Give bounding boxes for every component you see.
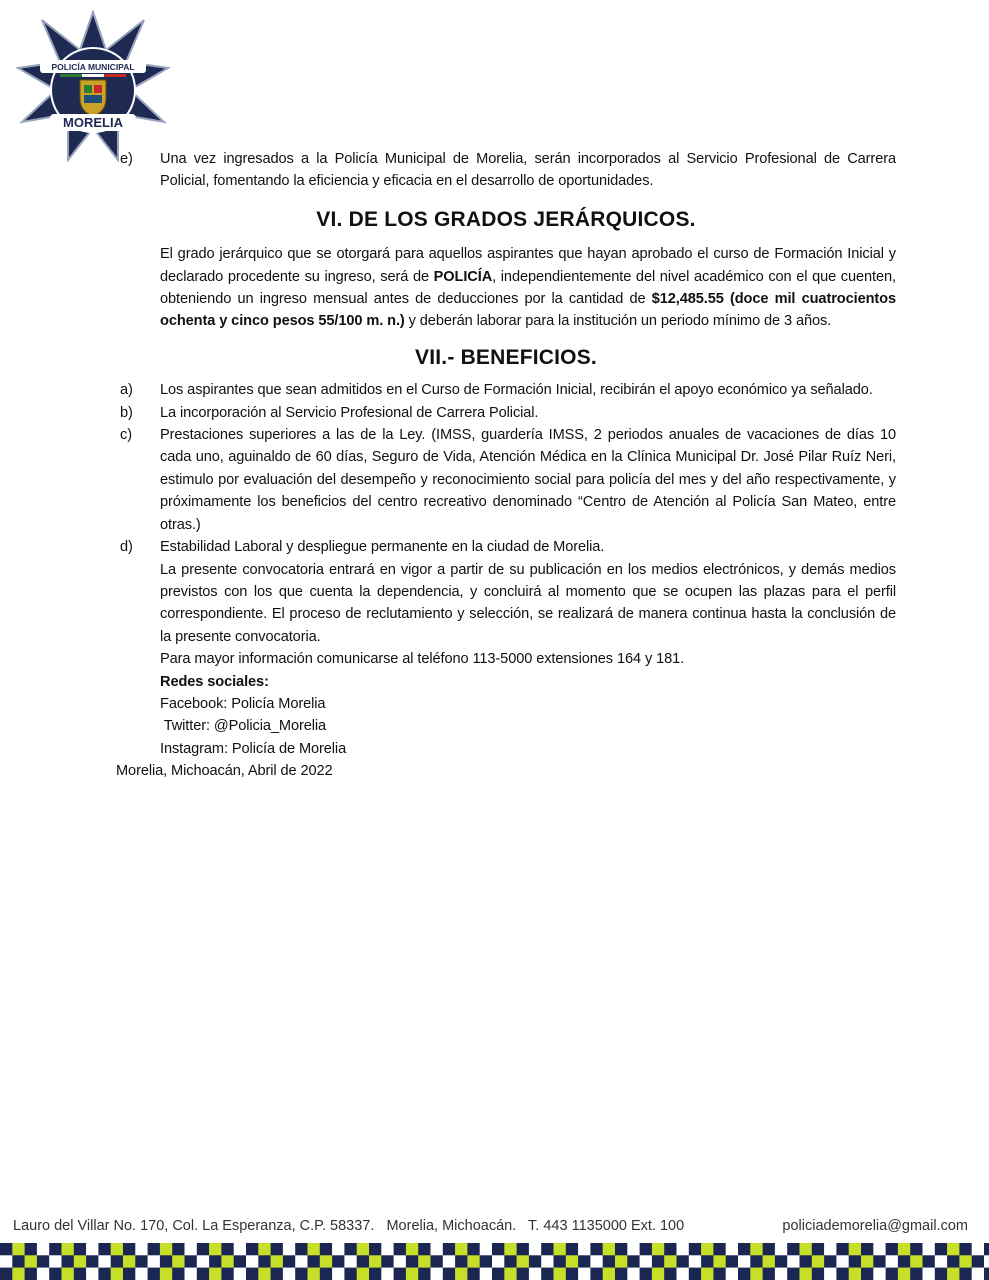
strip-cell bbox=[603, 1243, 616, 1256]
strip-cell bbox=[221, 1255, 234, 1268]
strip-cell bbox=[615, 1243, 628, 1256]
strip-cell bbox=[98, 1268, 111, 1280]
strip-cell bbox=[529, 1243, 542, 1256]
strip-cell bbox=[209, 1243, 222, 1256]
strip-cell bbox=[541, 1268, 554, 1280]
strip-cell bbox=[172, 1268, 185, 1280]
strip-cell bbox=[541, 1255, 554, 1268]
list-text: Los aspirantes que sean admitidos en el Curso de Formación Inicial, recibirán el apoyo económico ya señalado. bbox=[160, 382, 873, 399]
list-item bbox=[116, 379, 896, 401]
strip-cell bbox=[898, 1255, 911, 1268]
strip-cell bbox=[283, 1255, 296, 1268]
strip-cell bbox=[984, 1268, 989, 1280]
strip-cell bbox=[455, 1268, 468, 1280]
strip-cell bbox=[258, 1243, 271, 1256]
strip-cell bbox=[369, 1255, 382, 1268]
strip-cell bbox=[787, 1255, 800, 1268]
strip-cell bbox=[394, 1268, 407, 1280]
strip-cell bbox=[935, 1243, 948, 1256]
strip-cell bbox=[590, 1268, 603, 1280]
strip-cell bbox=[627, 1268, 640, 1280]
strip-cell bbox=[418, 1243, 431, 1256]
strip-cell bbox=[49, 1243, 62, 1256]
strip-cell bbox=[836, 1268, 849, 1280]
strip-cell bbox=[861, 1243, 874, 1256]
contact-info: Para mayor información comunicarse al teléfono 113-5000 extensiones 164 y 181. bbox=[160, 651, 685, 668]
strip-cell bbox=[701, 1268, 714, 1280]
strip-cell bbox=[910, 1268, 923, 1280]
strip-cell bbox=[209, 1255, 222, 1268]
strip-cell bbox=[295, 1255, 308, 1268]
strip-cell bbox=[959, 1243, 972, 1256]
strip-cell bbox=[578, 1268, 591, 1280]
rank-name: POLICÍA bbox=[433, 268, 493, 285]
footer bbox=[0, 1214, 989, 1244]
strip-cell bbox=[25, 1268, 38, 1280]
strip-cell bbox=[800, 1268, 813, 1280]
list-text: Una vez ingresados a la Policía Municipal de Morelia, serán incorporados al Servicio Profesional de Carrera Policial, fomentando la eficiencia y eficacia en el desarrollo de oportunidades. bbox=[160, 151, 896, 190]
strip-cell bbox=[504, 1268, 517, 1280]
strip-cell bbox=[86, 1255, 99, 1268]
strip-cell bbox=[861, 1255, 874, 1268]
strip-cell bbox=[738, 1255, 751, 1268]
strip-cell bbox=[750, 1243, 763, 1256]
strip-cell bbox=[763, 1243, 776, 1256]
strip-cell bbox=[86, 1243, 99, 1256]
strip-cell bbox=[123, 1243, 136, 1256]
strip-cell bbox=[959, 1255, 972, 1268]
section-vii-title: VII.- BENEFICIOS. bbox=[415, 345, 597, 369]
strip-cell bbox=[308, 1255, 321, 1268]
strip-cell bbox=[37, 1243, 50, 1256]
strip-cell bbox=[701, 1243, 714, 1256]
strip-cell bbox=[738, 1268, 751, 1280]
strip-cell bbox=[824, 1268, 837, 1280]
strip-cell bbox=[74, 1268, 87, 1280]
strip-cell bbox=[283, 1243, 296, 1256]
strip-cell bbox=[713, 1268, 726, 1280]
strip-cell bbox=[455, 1255, 468, 1268]
strip-cell bbox=[873, 1268, 886, 1280]
strip-cell bbox=[394, 1255, 407, 1268]
strip-cell bbox=[947, 1268, 960, 1280]
strip-cell bbox=[713, 1255, 726, 1268]
strip-cell bbox=[492, 1268, 505, 1280]
strip-cell bbox=[467, 1255, 480, 1268]
strip-cell bbox=[0, 1255, 13, 1268]
strip-cell bbox=[787, 1243, 800, 1256]
strip-cell bbox=[74, 1255, 87, 1268]
strip-cell bbox=[689, 1268, 702, 1280]
strip-cell bbox=[381, 1268, 394, 1280]
strip-cell bbox=[664, 1243, 677, 1256]
strip-cell bbox=[172, 1255, 185, 1268]
strip-cell bbox=[677, 1255, 690, 1268]
vigencia-paragraph: La presente convocatoria entrará en vigor a partir de su publicación en los medios electrónicos, y demás medios previstos con los que cuenta la dependencia, y concluirá al momento que se ocupen las plazas para el perfil correspondiente. El proceso de reclutamiento y selección, se realizará de manera continua hasta la conclusión de la presente convocatoria. bbox=[160, 561, 896, 645]
strip-cell bbox=[873, 1255, 886, 1268]
strip-cell bbox=[332, 1243, 345, 1256]
strip-cell bbox=[381, 1255, 394, 1268]
strip-cell bbox=[480, 1243, 493, 1256]
strip-cell bbox=[824, 1255, 837, 1268]
strip-cell bbox=[443, 1255, 456, 1268]
strip-cell bbox=[234, 1255, 247, 1268]
strip-cell bbox=[578, 1255, 591, 1268]
strip-cell bbox=[726, 1255, 739, 1268]
strip-cell bbox=[480, 1255, 493, 1268]
strip-cell bbox=[640, 1243, 653, 1256]
strip-cell bbox=[197, 1243, 210, 1256]
strip-cell bbox=[197, 1268, 210, 1280]
strip-cell bbox=[763, 1268, 776, 1280]
strip-cell bbox=[86, 1268, 99, 1280]
strip-cell bbox=[517, 1255, 530, 1268]
strip-cell bbox=[308, 1243, 321, 1256]
strip-cell bbox=[627, 1243, 640, 1256]
list-item bbox=[116, 536, 896, 558]
strip-cell bbox=[357, 1268, 370, 1280]
strip-cell bbox=[492, 1255, 505, 1268]
strip-cell bbox=[554, 1255, 567, 1268]
strip-cell bbox=[910, 1243, 923, 1256]
strip-cell bbox=[135, 1243, 148, 1256]
strip-cell bbox=[775, 1243, 788, 1256]
footer-email: policiademorelia@gmail.com bbox=[782, 1218, 968, 1234]
strip-cell bbox=[849, 1243, 862, 1256]
section-vi-title: VI. DE LOS GRADOS JERÁRQUICOS. bbox=[316, 207, 696, 231]
strip-cell bbox=[578, 1243, 591, 1256]
strip-cell bbox=[640, 1255, 653, 1268]
strip-cell bbox=[849, 1268, 862, 1280]
twitter-handle: Twitter: @Policia_Morelia bbox=[160, 718, 327, 735]
strip-cell bbox=[431, 1243, 444, 1256]
strip-cell bbox=[812, 1255, 825, 1268]
strip-cell bbox=[135, 1268, 148, 1280]
strip-cell bbox=[935, 1255, 948, 1268]
strip-cell bbox=[320, 1243, 333, 1256]
strip-cell bbox=[111, 1243, 124, 1256]
strip-cell bbox=[258, 1268, 271, 1280]
strip-cell bbox=[98, 1243, 111, 1256]
section-vi-paragraph: El grado jerárquico que se otorgará para aquellos aspirantes que hayan aprobado el curso de Formación Inicial y declarado procedente su ingreso, será de POLICÍA, independientemente del nivel académico con el que cuenten, obteniendo un ingreso mensual antes de deducciones por la cantidad de $12,485.55 (doce mil cuatrocientos ochenta y cinco pesos 55/100 m. n.) y deberán laborar para la institución un periodo mínimo de 3 años. bbox=[160, 246, 896, 330]
strip-cell bbox=[418, 1268, 431, 1280]
document-body bbox=[116, 148, 896, 783]
strip-cell bbox=[443, 1268, 456, 1280]
strip-cell bbox=[12, 1243, 25, 1256]
list-item bbox=[116, 402, 896, 424]
strip-cell bbox=[160, 1243, 173, 1256]
strip-cell bbox=[984, 1255, 989, 1268]
strip-cell bbox=[566, 1243, 579, 1256]
strip-cell bbox=[504, 1255, 517, 1268]
strip-cell bbox=[566, 1268, 579, 1280]
strip-cell bbox=[111, 1255, 124, 1268]
strip-cell bbox=[185, 1268, 198, 1280]
list-text: Estabilidad Laboral y despliegue permanente en la ciudad de Morelia. bbox=[160, 539, 605, 556]
strip-cell bbox=[234, 1243, 247, 1256]
strip-cell bbox=[160, 1268, 173, 1280]
strip-cell bbox=[886, 1243, 899, 1256]
strip-cell bbox=[836, 1243, 849, 1256]
strip-cell bbox=[603, 1268, 616, 1280]
strip-cell bbox=[185, 1255, 198, 1268]
strip-cell bbox=[554, 1268, 567, 1280]
strip-cell bbox=[369, 1243, 382, 1256]
strip-cell bbox=[923, 1268, 936, 1280]
strip-cell bbox=[332, 1255, 345, 1268]
strip-cell bbox=[258, 1255, 271, 1268]
badge-top-text: POLICÍA MUNICIPAL bbox=[51, 62, 135, 72]
strip-cell bbox=[172, 1243, 185, 1256]
strip-cell bbox=[12, 1268, 25, 1280]
strip-cell bbox=[431, 1255, 444, 1268]
strip-cell bbox=[381, 1243, 394, 1256]
strip-cell bbox=[37, 1255, 50, 1268]
strip-cell bbox=[935, 1268, 948, 1280]
footer-address: Lauro del Villar No. 170, Col. La Esperanza, C.P. 58337. Morelia, Michoacán. T. 443 1135000 Ext. 100 bbox=[13, 1218, 685, 1234]
strip-cell bbox=[984, 1243, 989, 1256]
strip-cell bbox=[800, 1255, 813, 1268]
strip-cell bbox=[590, 1255, 603, 1268]
strip-cell bbox=[431, 1268, 444, 1280]
strip-cell bbox=[467, 1268, 480, 1280]
strip-cell bbox=[492, 1243, 505, 1256]
strip-cell bbox=[197, 1255, 210, 1268]
facebook-handle: Facebook: Policía Morelia bbox=[160, 695, 326, 712]
list-label: d) bbox=[120, 539, 133, 556]
strip-cell bbox=[615, 1268, 628, 1280]
strip-cell bbox=[295, 1268, 308, 1280]
list-item-e bbox=[116, 148, 896, 193]
strip-cell bbox=[357, 1243, 370, 1256]
strip-cell bbox=[947, 1255, 960, 1268]
strip-cell bbox=[972, 1243, 985, 1256]
strip-cell bbox=[849, 1255, 862, 1268]
strip-cell bbox=[246, 1268, 259, 1280]
strip-cell bbox=[98, 1255, 111, 1268]
strip-cell bbox=[320, 1268, 333, 1280]
strip-cell bbox=[664, 1268, 677, 1280]
strip-cell bbox=[148, 1255, 161, 1268]
strip-cell bbox=[394, 1243, 407, 1256]
list-item bbox=[116, 424, 896, 536]
strip-cell bbox=[554, 1243, 567, 1256]
strip-cell bbox=[160, 1255, 173, 1268]
strip-cell bbox=[123, 1268, 136, 1280]
strip-cell bbox=[517, 1243, 530, 1256]
strip-cell bbox=[529, 1268, 542, 1280]
strip-cell bbox=[49, 1255, 62, 1268]
social-heading: Redes sociales: bbox=[160, 673, 269, 690]
strip-cell bbox=[467, 1243, 480, 1256]
strip-cell bbox=[221, 1243, 234, 1256]
strip-cell bbox=[886, 1255, 899, 1268]
strip-cell bbox=[861, 1268, 874, 1280]
strip-cell bbox=[627, 1255, 640, 1268]
list-text: La incorporación al Servicio Profesional de Carrera Policial. bbox=[160, 404, 539, 421]
strip-cell bbox=[308, 1268, 321, 1280]
strip-cell bbox=[406, 1243, 419, 1256]
strip-cell bbox=[836, 1255, 849, 1268]
strip-cell bbox=[517, 1268, 530, 1280]
strip-cell bbox=[148, 1243, 161, 1256]
strip-cell bbox=[111, 1268, 124, 1280]
strip-cell bbox=[320, 1255, 333, 1268]
strip-cell bbox=[972, 1255, 985, 1268]
strip-cell bbox=[898, 1268, 911, 1280]
strip-cell bbox=[49, 1268, 62, 1280]
strip-cell bbox=[234, 1268, 247, 1280]
strip-cell bbox=[923, 1255, 936, 1268]
strip-cell bbox=[443, 1243, 456, 1256]
strip-cell bbox=[640, 1268, 653, 1280]
strip-cell bbox=[418, 1255, 431, 1268]
strip-cell bbox=[750, 1268, 763, 1280]
strip-cell bbox=[603, 1255, 616, 1268]
place-date-signature: Morelia, Michoacán, Abril de 2022 bbox=[116, 763, 333, 780]
strip-cell bbox=[677, 1243, 690, 1256]
police-badge-logo bbox=[14, 10, 172, 162]
strip-cell bbox=[271, 1268, 284, 1280]
strip-cell bbox=[775, 1255, 788, 1268]
list-label: b) bbox=[120, 404, 133, 421]
strip-cell bbox=[25, 1255, 38, 1268]
strip-cell bbox=[12, 1255, 25, 1268]
strip-cell bbox=[873, 1243, 886, 1256]
strip-cell bbox=[25, 1243, 38, 1256]
strip-cell bbox=[62, 1243, 75, 1256]
strip-cell bbox=[652, 1255, 665, 1268]
strip-cell bbox=[824, 1243, 837, 1256]
checkered-strip bbox=[0, 1243, 989, 1280]
strip-cell bbox=[0, 1268, 13, 1280]
strip-cell bbox=[148, 1268, 161, 1280]
list-label: c) bbox=[120, 427, 132, 444]
strip-cell bbox=[344, 1255, 357, 1268]
strip-cell bbox=[357, 1255, 370, 1268]
strip-cell bbox=[185, 1243, 198, 1256]
strip-cell bbox=[271, 1243, 284, 1256]
strip-cell bbox=[62, 1268, 75, 1280]
strip-cell bbox=[209, 1268, 222, 1280]
strip-cell bbox=[369, 1268, 382, 1280]
strip-cell bbox=[37, 1268, 50, 1280]
strip-cell bbox=[689, 1243, 702, 1256]
strip-cell bbox=[123, 1255, 136, 1268]
strip-cell bbox=[677, 1268, 690, 1280]
strip-cell bbox=[959, 1268, 972, 1280]
list-label: e) bbox=[120, 151, 133, 167]
strip-cell bbox=[566, 1255, 579, 1268]
strip-cell bbox=[923, 1243, 936, 1256]
salary-amount: $12,485.55 (doce mil cuatrocientos ochenta y cinco pesos 55/100 m. n.) bbox=[160, 291, 896, 330]
strip-cell bbox=[898, 1243, 911, 1256]
strip-cell bbox=[787, 1268, 800, 1280]
strip-cell bbox=[750, 1255, 763, 1268]
strip-cell bbox=[775, 1268, 788, 1280]
strip-cell bbox=[246, 1243, 259, 1256]
strip-cell bbox=[504, 1243, 517, 1256]
strip-cell bbox=[738, 1243, 751, 1256]
strip-cell bbox=[406, 1268, 419, 1280]
strip-cell bbox=[74, 1243, 87, 1256]
strip-cell bbox=[295, 1243, 308, 1256]
strip-cell bbox=[344, 1243, 357, 1256]
strip-cell bbox=[283, 1268, 296, 1280]
strip-cell bbox=[529, 1255, 542, 1268]
strip-cell bbox=[664, 1255, 677, 1268]
strip-cell bbox=[726, 1243, 739, 1256]
strip-cell bbox=[812, 1268, 825, 1280]
strip-cell bbox=[726, 1268, 739, 1280]
strip-cell bbox=[541, 1243, 554, 1256]
strip-cell bbox=[246, 1255, 259, 1268]
strip-cell bbox=[910, 1255, 923, 1268]
strip-cell bbox=[812, 1243, 825, 1256]
strip-cell bbox=[886, 1268, 899, 1280]
strip-cell bbox=[590, 1243, 603, 1256]
strip-cell bbox=[221, 1268, 234, 1280]
benefits-list bbox=[116, 379, 896, 558]
instagram-handle: Instagram: Policía de Morelia bbox=[160, 740, 347, 757]
strip-cell bbox=[652, 1268, 665, 1280]
strip-cell bbox=[689, 1255, 702, 1268]
strip-cell bbox=[615, 1255, 628, 1268]
strip-cell bbox=[344, 1268, 357, 1280]
strip-cell bbox=[135, 1255, 148, 1268]
strip-cell bbox=[972, 1268, 985, 1280]
badge-bottom-text: MORELIA bbox=[63, 115, 123, 130]
strip-cell bbox=[763, 1255, 776, 1268]
strip-cell bbox=[406, 1255, 419, 1268]
strip-cell bbox=[332, 1268, 345, 1280]
strip-cell bbox=[800, 1243, 813, 1256]
list-label: a) bbox=[120, 382, 133, 399]
strip-cell bbox=[271, 1255, 284, 1268]
strip-cell bbox=[652, 1243, 665, 1256]
strip-cell bbox=[713, 1243, 726, 1256]
strip-cell bbox=[62, 1255, 75, 1268]
list-text: Prestaciones superiores a las de la Ley. (IMSS, guardería IMSS, 2 periodos anuales de vacaciones de días 10 cada uno, aguinaldo de 60 días, Seguro de Vida, Atención Médica en la Clínica Municipal Dr. José Pilar Ruíz Neri, estimulo por evaluación del desempeño y reconocimiento social para policía del mes y del año respectivamente, y próximamente los beneficios del centro recreativo denominado “Centro de Atención al Policía San Mateo, entre otras.) bbox=[160, 427, 896, 533]
strip-cell bbox=[947, 1243, 960, 1256]
strip-cell bbox=[480, 1268, 493, 1280]
strip-cell bbox=[455, 1243, 468, 1256]
strip-cell bbox=[0, 1243, 13, 1256]
strip-cell bbox=[701, 1255, 714, 1268]
